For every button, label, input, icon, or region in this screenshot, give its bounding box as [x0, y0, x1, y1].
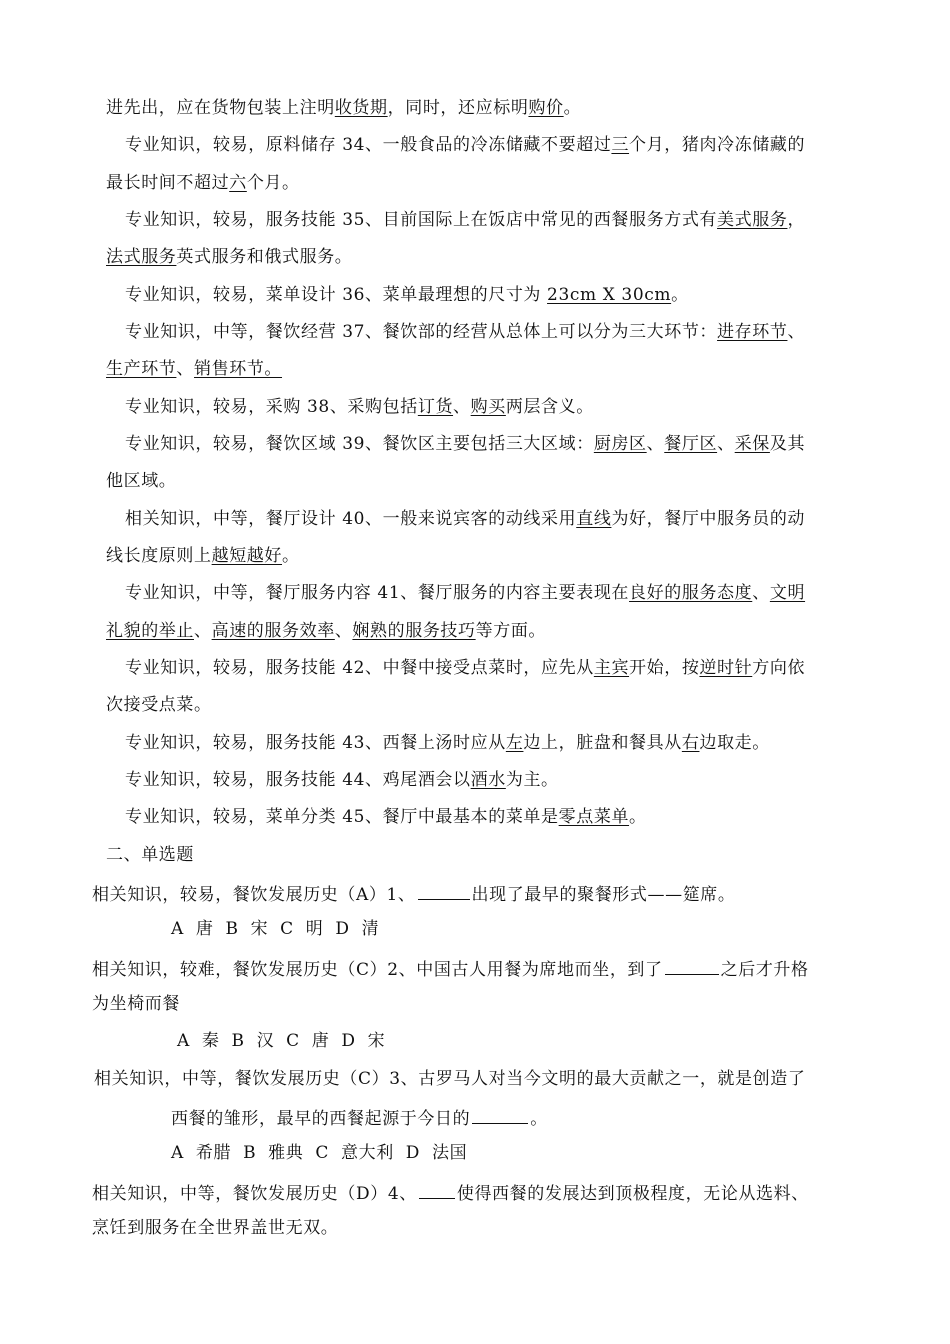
- answer-text: 酒水: [470, 770, 506, 790]
- question-2: 相关知识，较难，餐饮发展历史（C）2、中国古人用餐为席地而坐，到了 之后才升格: [92, 956, 809, 981]
- answer-text: 良好的服务态度: [629, 583, 753, 603]
- question-1-options: A 唐 B 宋 C 明 D 清: [171, 919, 380, 939]
- answer-text: 进存环节: [717, 322, 788, 342]
- fill-line-44: 专业知识，较易，服务技能 44、鸡尾酒会以酒水为主。: [125, 770, 559, 790]
- answer-blank: [665, 956, 719, 975]
- fill-line-35: 专业知识，较易，服务技能 35、目前国际上在饭店中常见的西餐服务方式有美式服务，: [125, 210, 806, 230]
- answer-text: 三: [611, 135, 630, 155]
- question-4: 相关知识，中等，餐饮发展历史（D）4、 使得西餐的发展达到顶极程度，无论从选料、: [92, 1180, 809, 1205]
- fill-line-41: 专业知识，中等，餐厅服务内容 41、餐厅服务的内容主要表现在良好的服务态度、文明: [125, 583, 806, 603]
- answer-text: 礼貌的举止: [106, 621, 194, 641]
- answer-text: 娴熟的服务技巧: [352, 621, 476, 641]
- answer-text: 主宾: [593, 658, 630, 678]
- fill-line-39: 专业知识，较易，餐饮区域 39、餐饮区主要包括三大区域：厨房区、餐厅区、采保及其: [125, 434, 806, 454]
- section-heading: 二、单选题: [106, 845, 194, 865]
- fill-line-35-cont: 法式服务英式服务和俄式服务。: [106, 247, 353, 267]
- fill-line-42-cont: 次接受点菜。: [106, 695, 212, 715]
- answer-text: 右: [681, 733, 700, 753]
- question-4-cont: 烹饪到服务在全世界盖世无双。: [92, 1218, 339, 1238]
- fill-line-37: 专业知识，中等，餐饮经营 37、餐饮部的经营从总体上可以分为三大环节：进存环节、: [125, 322, 806, 342]
- answer-text: 收货期: [334, 98, 388, 118]
- fill-line-40-cont: 线长度原则上越短越好。: [106, 546, 300, 566]
- fill-line-36: 专业知识，较易，菜单设计 36、菜单最理想的尺寸为 23cm X 30cm。: [125, 285, 689, 305]
- answer-text: 零点菜单: [558, 807, 630, 827]
- fill-line-39-cont: 他区域。: [106, 471, 177, 491]
- fill-line-42: 专业知识，较易，服务技能 42、中餐中接受点菜时，应先从主宾开始，按逆时针方向依: [125, 658, 806, 678]
- answer-text: 左: [505, 733, 524, 753]
- question-3-options: A 希腊 B 雅典 C 意大利 D 法国: [171, 1143, 468, 1163]
- answer-text: 购价: [528, 98, 564, 118]
- fill-line-34: 专业知识，较易，原料储存 34、一般食品的冷冻储藏不要超过三个月，猪肉冷冻储藏的: [125, 135, 806, 155]
- answer-blank: [418, 881, 470, 900]
- answer-text: 美式服务: [717, 210, 788, 230]
- answer-text: 采保: [734, 434, 770, 454]
- fill-line-41-cont: 礼貌的举止、高速的服务效率、娴熟的服务技巧等方面。: [106, 621, 547, 641]
- fill-line-37-cont: 生产环节、销售环节。: [106, 359, 283, 379]
- answer-text: 文明: [769, 583, 806, 603]
- question-3: 相关知识，中等，餐饮发展历史（C）3、古罗马人对当今文明的最大贡献之一，就是创造了: [94, 1069, 806, 1089]
- answer-text: 法式服务: [106, 247, 177, 267]
- answer-text: 厨房区: [593, 434, 647, 454]
- answer-text: 订货: [417, 397, 454, 417]
- fill-line-43: 专业知识，较易，服务技能 43、西餐上汤时应从左边上，脏盘和餐具从右边取走。: [125, 733, 770, 753]
- fill-line-45: 专业知识，较易，菜单分类 45、餐厅中最基本的菜单是零点菜单。: [125, 807, 647, 827]
- answer-text: 购买: [470, 397, 506, 417]
- answer-blank: [419, 1180, 455, 1199]
- answer-text: 高速的服务效率: [211, 621, 335, 641]
- answer-text: 逆时针: [699, 658, 753, 678]
- question-1: 相关知识，较易，餐饮发展历史（A）1、 出现了最早的聚餐形式——筵席。: [92, 881, 736, 906]
- fill-line-1: 进先出，应在货物包装上注明收货期，同时，还应标明购价。: [106, 98, 582, 118]
- answer-text: 直线: [576, 509, 612, 529]
- answer-text: 六: [229, 173, 247, 193]
- fill-line-40: 相关知识，中等，餐厅设计 40、一般来说宾客的动线采用直线为好，餐厅中服务员的动: [125, 509, 806, 529]
- answer-text: 餐厅区: [664, 434, 718, 454]
- fill-line-38: 专业知识，较易，采购 38、采购包括订货、购买两层含义。: [125, 397, 594, 417]
- answer-blank: [472, 1105, 528, 1124]
- question-2-options: A 秦 B 汉 C 唐 D 宋: [177, 1031, 386, 1051]
- answer-text: 越短越好: [211, 546, 283, 566]
- answer-text: 生产环节: [106, 359, 177, 379]
- fill-line-34-cont: 最长时间不超过六个月。: [106, 173, 300, 193]
- answer-text: 销售环节。: [194, 359, 283, 379]
- answer-text: 23cm X 30cm: [547, 285, 672, 305]
- question-3-cont: 西餐的雏形，最早的西餐起源于今日的 。: [171, 1105, 548, 1130]
- question-2-cont: 为坐椅而餐: [92, 994, 180, 1014]
